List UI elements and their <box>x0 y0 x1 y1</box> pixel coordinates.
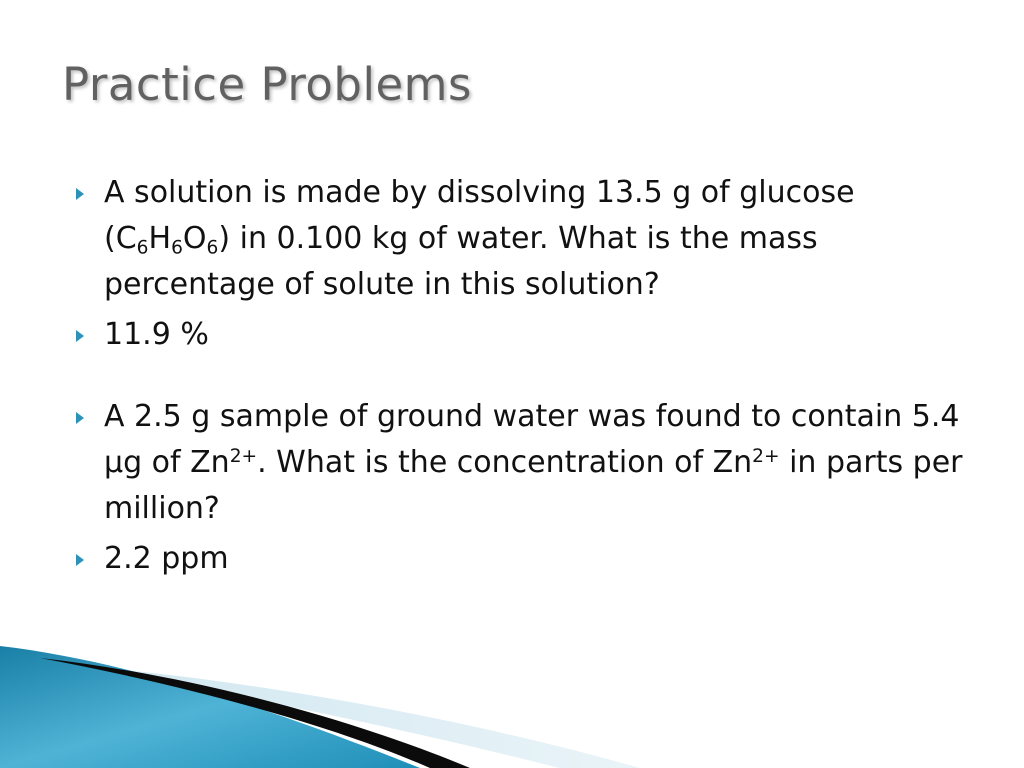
ion-charge-superscript: 2+ <box>752 445 780 467</box>
answer-2-text: 2.2 ppm <box>104 541 229 576</box>
decorative-wave-graphic <box>0 640 1024 768</box>
question-1-text-start: A solution is made by dissolving 13.5 g of glucose (C <box>104 175 855 256</box>
answer-1-text: 11.9 % <box>104 317 209 352</box>
bullet-arrow-icon <box>76 412 84 424</box>
slide-title: Practice Problems <box>62 58 472 111</box>
bullet-answer-2 <box>76 536 976 582</box>
question-2-text-end: in parts per million? <box>104 445 963 526</box>
question-2-text-middle: . What is the concentration of Zn <box>257 445 753 480</box>
ion-charge-superscript: 2+ <box>229 445 258 467</box>
formula-subscript: 6 <box>206 237 219 259</box>
bullet-question-1 <box>76 170 976 308</box>
question-1-text-end: ) in 0.100 kg of water. What is the mass percentage of solute in this solution? <box>104 221 818 302</box>
formula-subscript: 6 <box>171 237 183 259</box>
bullet-arrow-icon <box>76 330 84 342</box>
question-2-text-start: A 2.5 g sample of ground water was found to contain 5.4 µg of Zn <box>104 399 960 480</box>
formula-element: H <box>148 221 172 256</box>
bullet-arrow-icon <box>76 188 84 200</box>
bullet-question-2 <box>76 394 976 532</box>
bullet-list <box>76 170 976 582</box>
formula-element: O <box>182 221 207 256</box>
bullet-arrow-icon <box>76 554 84 566</box>
bullet-answer-1 <box>76 312 976 358</box>
formula-subscript: 6 <box>136 237 149 259</box>
